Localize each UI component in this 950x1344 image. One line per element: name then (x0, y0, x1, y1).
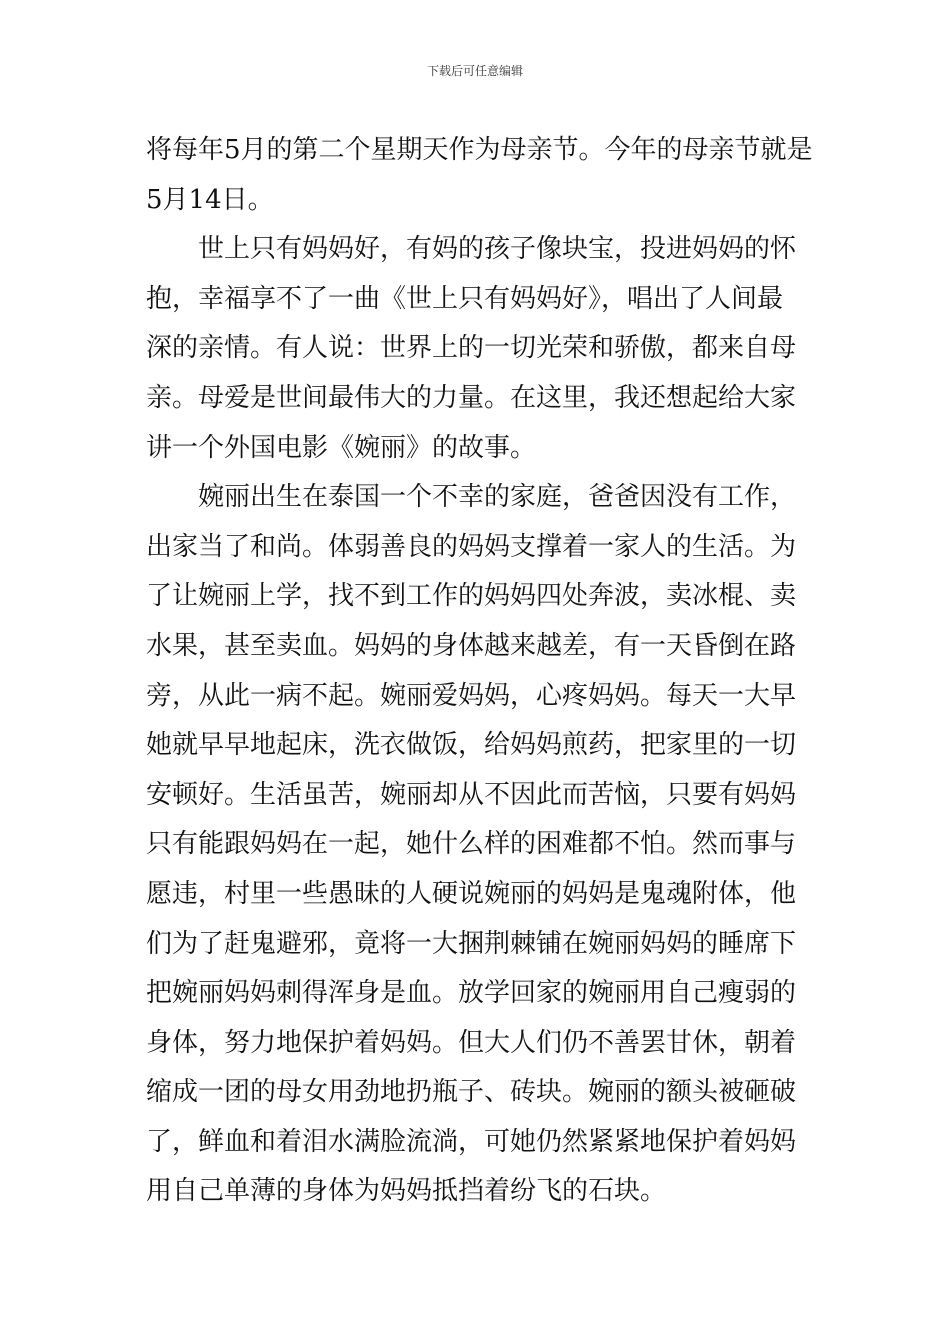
text-line: 缩成一团的母女用劲地扔瓶子、砖块。婉丽的额头被砸破 (146, 1077, 797, 1108)
text-line: 把婉丽妈妈刺得浑身是血。放学回家的婉丽用自己瘦弱的 (146, 978, 797, 1009)
text-line: 世上只有妈妈好，有妈的孩子像块宝，投进妈妈的怀 (146, 234, 797, 265)
text-line: 了，鲜血和着泪水满脸流淌，可她仍然紧紧地保护着妈妈 (146, 1126, 797, 1157)
text-line: 了让婉丽上学，找不到工作的妈妈四处奔波，卖冰棍、卖 (146, 581, 797, 612)
text-line: 用自己单薄的身体为妈妈抵挡着纷飞的石块。 (146, 1176, 667, 1207)
text-line: 5月14日。 (146, 184, 274, 215)
text-line: 们为了赶鬼避邪，竟将一大捆荆棘铺在婉丽妈妈的睡席下 (146, 928, 797, 959)
text-line: 讲一个外国电影《婉丽》的故事。 (146, 432, 537, 463)
text-line: 出家当了和尚。体弱善良的妈妈支撑着一家人的生活。为 (146, 531, 797, 562)
text-line: 她就早早地起床，洗衣做饭，给妈妈煎药，把家里的一切 (146, 730, 797, 761)
document-body (146, 126, 811, 1217)
text-line: 婉丽出生在泰国一个不幸的家庭，爸爸因没有工作， (146, 482, 797, 513)
text-line: 愿违，村里一些愚昧的人硬说婉丽的妈妈是鬼魂附体，他 (146, 878, 797, 909)
text-line: 身体，努力地保护着妈妈。但大人们仍不善罢甘休，朝着 (146, 1027, 797, 1058)
text-line: 深的亲情。有人说：世界上的一切光荣和骄傲，都来自母 (146, 333, 797, 364)
text-line: 亲。母爱是世间最伟大的力量。在这里，我还想起给大家 (146, 382, 797, 413)
text-line: 水果，甚至卖血。妈妈的身体越来越差，有一天昏倒在路 (146, 630, 797, 661)
text-line: 将每年5月的第二个星期天作为母亲节。今年的母亲节就是 (146, 135, 813, 165)
page-header-note: 下载后可任意编辑 (426, 64, 523, 78)
text-line: 抱，幸福享不了一曲《世上只有妈妈好》，唱出了人间最 (146, 283, 784, 314)
text-line: 只有能跟妈妈在一起，她什么样的困难都不怕。然而事与 (146, 829, 797, 860)
text-line: 安顿好。生活虽苦，婉丽却从不因此而苦恼，只要有妈妈 (146, 779, 797, 810)
text-line: 旁，从此一病不起。婉丽爱妈妈，心疼妈妈。每天一大早 (146, 680, 797, 711)
